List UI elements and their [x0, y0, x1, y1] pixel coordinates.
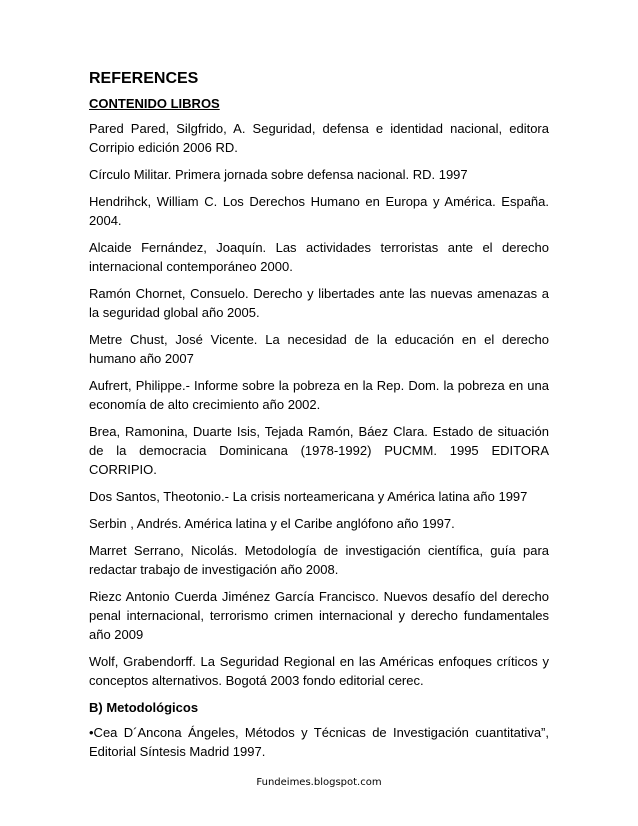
reference-item: Dos Santos, Theotonio.- La crisis norteamericana y América latina año 1997 [89, 489, 528, 504]
page-title: REFERENCES [89, 70, 199, 87]
reference-item: Serbin , Andrés. América latina y el Caribe anglófono año 1997. [89, 516, 455, 531]
reference-item: Wolf, Grabendorff. La Seguridad Regional en las Américas enfoques críticos y conceptos alternativos. Bogotá 2003 fondo editorial cerec. [89, 654, 549, 688]
page-footer: Fundeimes.blogspot.com [256, 777, 382, 788]
reference-item: Brea, Ramonina, Duarte Isis, Tejada Ramón, Báez Clara. Estado de situación de la democracia Dominicana (1978-1992) PUCMM. 1995 EDITORA CORRIPIO. [89, 424, 549, 477]
reference-item: Círculo Militar. Primera jornada sobre defensa nacional. RD. 1997 [89, 167, 468, 182]
section-heading-contenido-libros: CONTENIDO LIBROS [89, 96, 220, 111]
reference-item: Ramón Chornet, Consuelo. Derecho y libertades ante las nuevas amenazas a la seguridad global año 2005. [89, 286, 549, 320]
reference-item: Riezc Antonio Cuerda Jiménez García Francisco. Nuevos desafío del derecho penal internacional, terrorismo crimen internacional y derecho fundamentales año 2009 [89, 589, 549, 642]
reference-item: Aufrert, Philippe.- Informe sobre la pobreza en la Rep. Dom. la pobreza en una economía de alto crecimiento año 2002. [89, 378, 549, 412]
reference-item: Alcaide Fernández, Joaquín. Las actividades terroristas ante el derecho internacional contemporáneo 2000. [89, 240, 549, 274]
document-page [89, 66, 549, 761]
reference-item: Metre Chust, José Vicente. La necesidad de la educación en el derecho humano año 2007 [89, 332, 549, 366]
reference-list-metodologicos [89, 723, 549, 761]
reference-item: Marret Serrano, Nicolás. Metodología de investigación científica, guía para redactar trabajo de investigación año 2008. [89, 543, 549, 577]
reference-list [89, 119, 549, 690]
reference-item: Hendrihck, William C. Los Derechos Humano en Europa y América. España. 2004. [89, 194, 549, 228]
section-heading-metodologicos: B) Metodológicos [89, 700, 199, 715]
reference-item: •Cea D´Ancona Ángeles, Métodos y Técnicas de Investigación cuantitativa”, Editorial Síntesis Madrid 1997. [89, 725, 549, 759]
reference-item: Pared Pared, Silgfrido, A. Seguridad, defensa e identidad nacional, editora Corripio edición 2006 RD. [89, 121, 549, 155]
